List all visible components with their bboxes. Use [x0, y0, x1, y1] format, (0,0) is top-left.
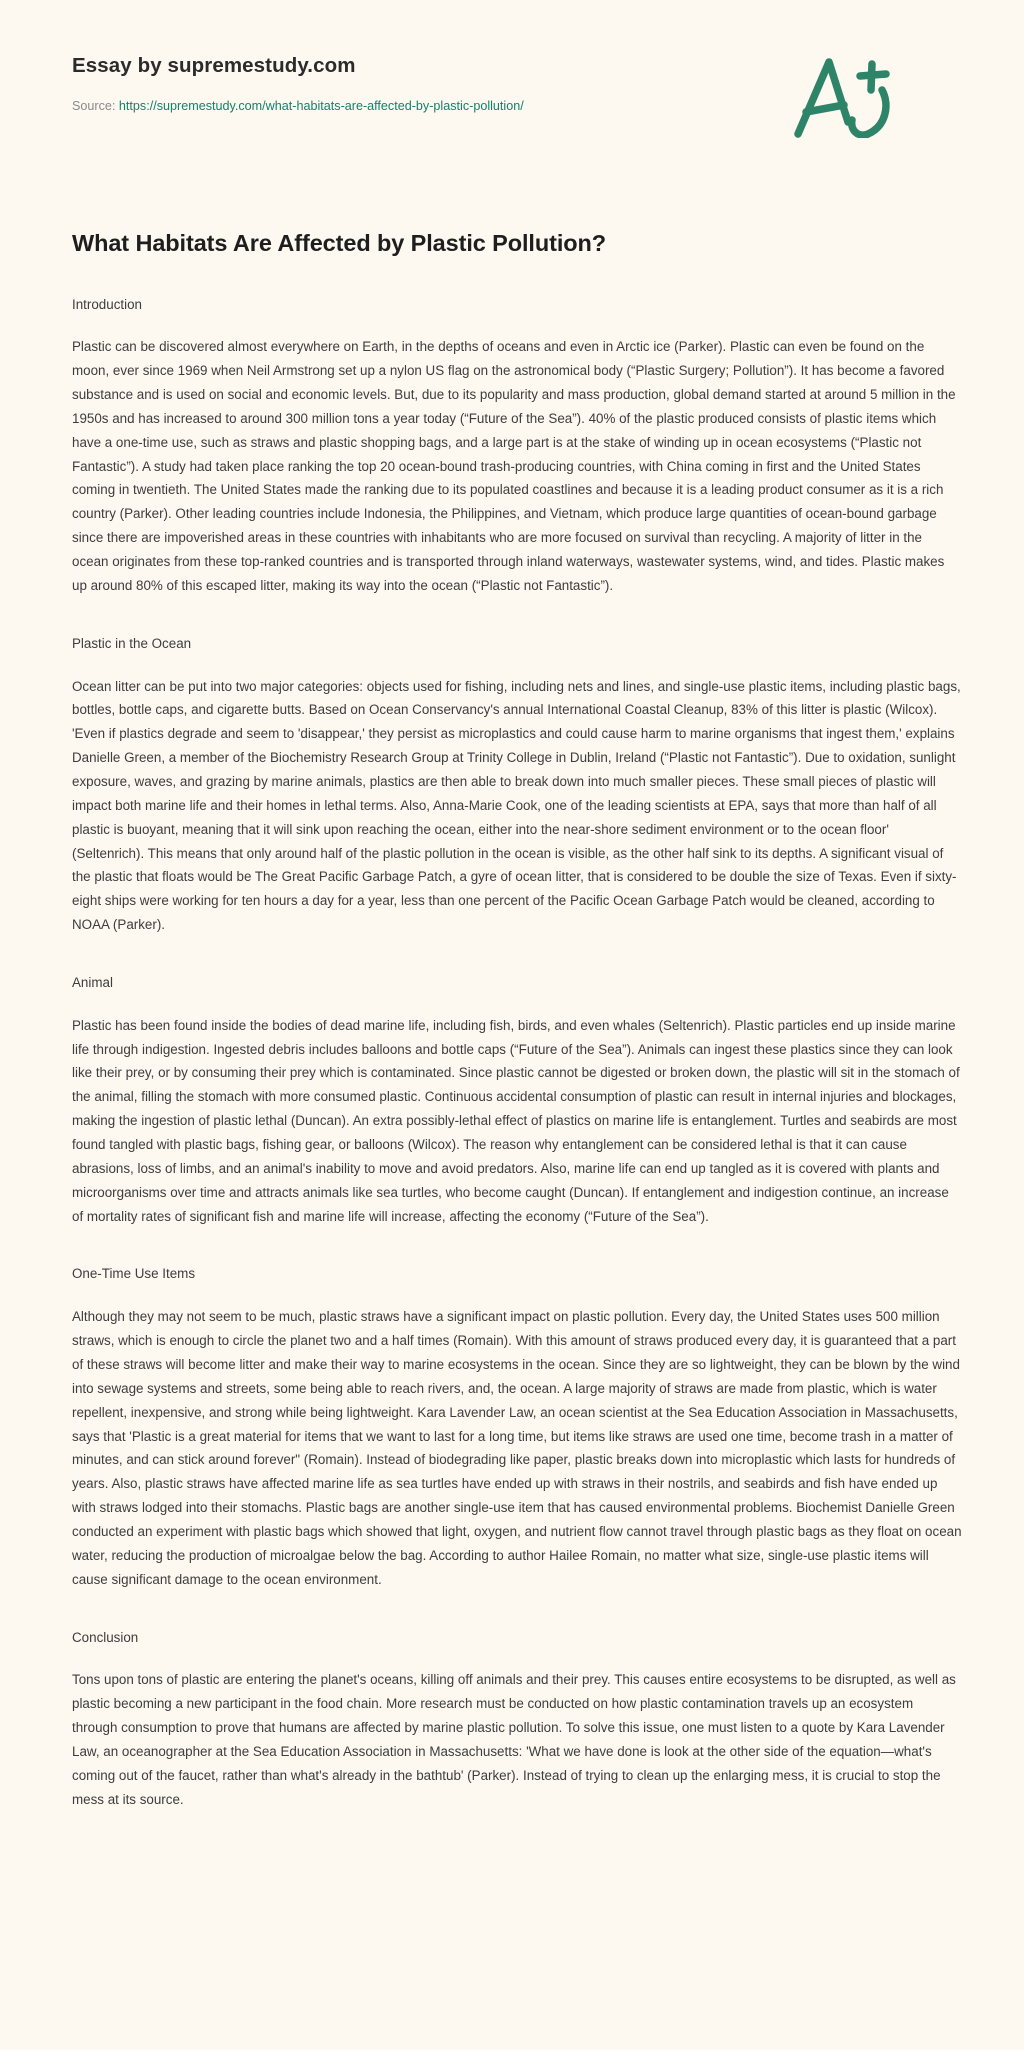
paragraph: Although they may not seem to be much, plastic straws have a significant impact on plastic pollution. Every day, the United States uses 500 million straws, which is enough to circle the planet two and a half times (Romain). With this amount of straws produced every day, it is guaranteed that a part of these straws will become litter and make their way to marine ecosystems in the ocean. Since they are so lightweight, they can be blown by the wind into sewage systems and streets, some being able to reach rivers, and, the ocean. A large majority of straws are made from plastic, which is water repellent, inexpensive, and strong while being lightweight. Kara Lavender Law, an ocean scientist at the Sea Education Association in Massachusetts, says that 'Plastic is a great material for items that we want to last for a long time, but items like straws are used one time, become trash in a matter of minutes, and can stick around forever" (Romain). Instead of biodegrading like paper, plastic breaks down into microplastic which lasts for hundreds of years. Also, plastic straws have affected marine life as sea turtles have ended up with straws in their nostrils, and seabirds and fish have ended up with straws lodged into their stomachs. Plastic bags are another single-use item that has caused environmental problems. Biochemist Danielle Green conducted an experiment with plastic bags which showed that light, oxygen, and nutrient flow cannot travel through plastic bags as they float on ocean water, reducing the production of microalgae below the bag. According to author Hailee Romain, no matter what size, single-use plastic items will cause significant damage to the ocean environment. [72, 1309, 962, 1587]
section-heading: Introduction [72, 296, 142, 312]
page-header [0, 0, 1024, 140]
brand-title: Essay by supremestudy.com [72, 54, 356, 77]
sections-container [72, 259, 962, 1812]
paragraph: Plastic has been found inside the bodies of dead marine life, including fish, birds, and even whales (Seltenrich). Plastic particles end up inside marine life through indigestion. Ingested debris includes balloons and bottle caps (“Future of the Sea”). Animals can ingest these plastics since they can look like their prey, or by consuming their prey which is contaminated. Since plastic cannot be digested or broken down, the plastic will sit in the stomach of the animal, filling the stomach with more consumed plastic. Continuous accidental consumption of plastic can result in internal injuries and blockages, making the ingestion of plastic lethal (Duncan). An extra possibly-lethal effect of plastics on marine life is entanglement. Turtles and seabirds are most found tangled with plastic bags, fishing gear, or balloons (Wilcox). The reason why entanglement can be considered lethal is that it can cause abrasions, loss of limbs, and an animal's inability to move and avoid predators. Also, marine life can end up tangled as it is covered with plants and microorganisms over time and attracts animals like sea turtles, who become caught (Duncan). If entanglement and indigestion continue, an increase of mortality rates of significant fish and marine life will increase, affecting the economy (“Future of the Sea”). [72, 1017, 960, 1224]
a-plus-logo [782, 48, 902, 140]
header-text-block [72, 52, 782, 115]
paragraph: Ocean litter can be put into two major categories: objects used for fishing, including nets and lines, and single-use plastic items, including plastic bags, bottles, bottle caps, and cigarette butts. Based on Ocean Conservancy's annual International Coastal Cleanup, 83% of this litter is plastic (Wilcox). 'Even if plastics degrade and seem to 'disappear,' they persist as microplastics and could cause harm to marine organisms that ingest them,' explains Danielle Green, a member of the Biochemistry Research Group at Trinity College in Dublin, Ireland (“Plastic not Fantastic”). Due to oxidation, sunlight exposure, waves, and grazing by marine animals, plastics are then able to break down into much smaller pieces. These small pieces of plastic will impact both marine life and their homes in lethal terms. Also, Anna-Marie Cook, one of the leading scientists at EPA, says that more than half of all plastic is buoyant, meaning that it will sink upon reaching the ocean, either into the near-shore sediment environment or to the ocean floor' (Seltenrich). This means that only around half of the plastic pollution in the ocean is visible, as the other half sink to its depths. A significant visual of the plastic that floats would be The Great Pacific Garbage Patch, a gyre of ocean litter, that is considered to be double the size of Texas. Even if sixty-eight ships were working for ten hours a day for a year, less than one percent of the Pacific Ocean Garbage Patch would be cleaned, according to NOAA (Parker). [72, 678, 961, 933]
section-heading: Plastic in the Ocean [72, 635, 192, 651]
article-body [0, 140, 1024, 1871]
paragraph: Plastic can be discovered almost everywhere on Earth, in the depths of oceans and even in Arctic ice (Parker). Plastic can even be found on the moon, ever since 1969 when Neil Armstrong set up a nylon US flag on the astronomical body (“Plastic Surgery; Pollution”). It has become a favored substance and is used on social and economic levels. But, due to its popularity and mass production, global demand started at around 5 million in the 1950s and has increased to around 300 million tons a year today (“Future of the Sea”). 40% of the plastic produced consists of plastic items which have a one-time use, such as straws and plastic shopping bags, and a large part is at the stake of winding up in ocean ecosystems (“Plastic not Fantastic”). A study had taken place ranking the top 20 ocean-bound trash-producing countries, with China coming in first and the United States coming in twentieth. The United States made the ranking due to its populated coastlines and because it is a leading product consumer as it is a rich country (Parker). Other leading countries include Indonesia, the Philippines, and Vietnam, which produce large quantities of ocean-bound garbage since there are impoverished areas in these countries with inhabitants who are more focused on survival than recycling. A majority of litter in the ocean originates from these top-ranked countries and is transported through inland waterways, wastewater systems, wind, and tides. Plastic makes up around 80% of this escaped litter, making its way into the ocean (“Plastic not Fantastic”). [72, 339, 956, 593]
source-label: Source: [72, 98, 116, 113]
source-line [72, 98, 782, 116]
source-url-link[interactable]: https://supremestudy.com/what-habitats-are-affected-by-plastic-pollution/ [118, 98, 524, 113]
section-heading: Conclusion [72, 1629, 139, 1645]
page-title: What Habitats Are Affected by Plastic Pollution? [72, 230, 607, 256]
paragraph: Tons upon tons of plastic are entering the planet's oceans, killing off animals and their prey. This causes entire ecosystems to be disrupted, as well as plastic becoming a new participant in the food chain. More research must be conducted on how plastic contamination travels up an ecosystem through consumption to prove that humans are affected by marine plastic pollution. To solve this issue, one must listen to a quote by Kara Lavender Law, an oceanographer at the Sea Education Association in Massachusetts: 'What we have done is look at the other side of the equation—what's coming out of the faucet, rather than what's already in the bathtub' (Parker). Instead of trying to clean up the enlarging mess, it is crucial to stop the mess at its source. [72, 1672, 956, 1807]
section-heading: One-Time Use Items [72, 1266, 196, 1282]
section-heading: Animal [72, 974, 113, 990]
